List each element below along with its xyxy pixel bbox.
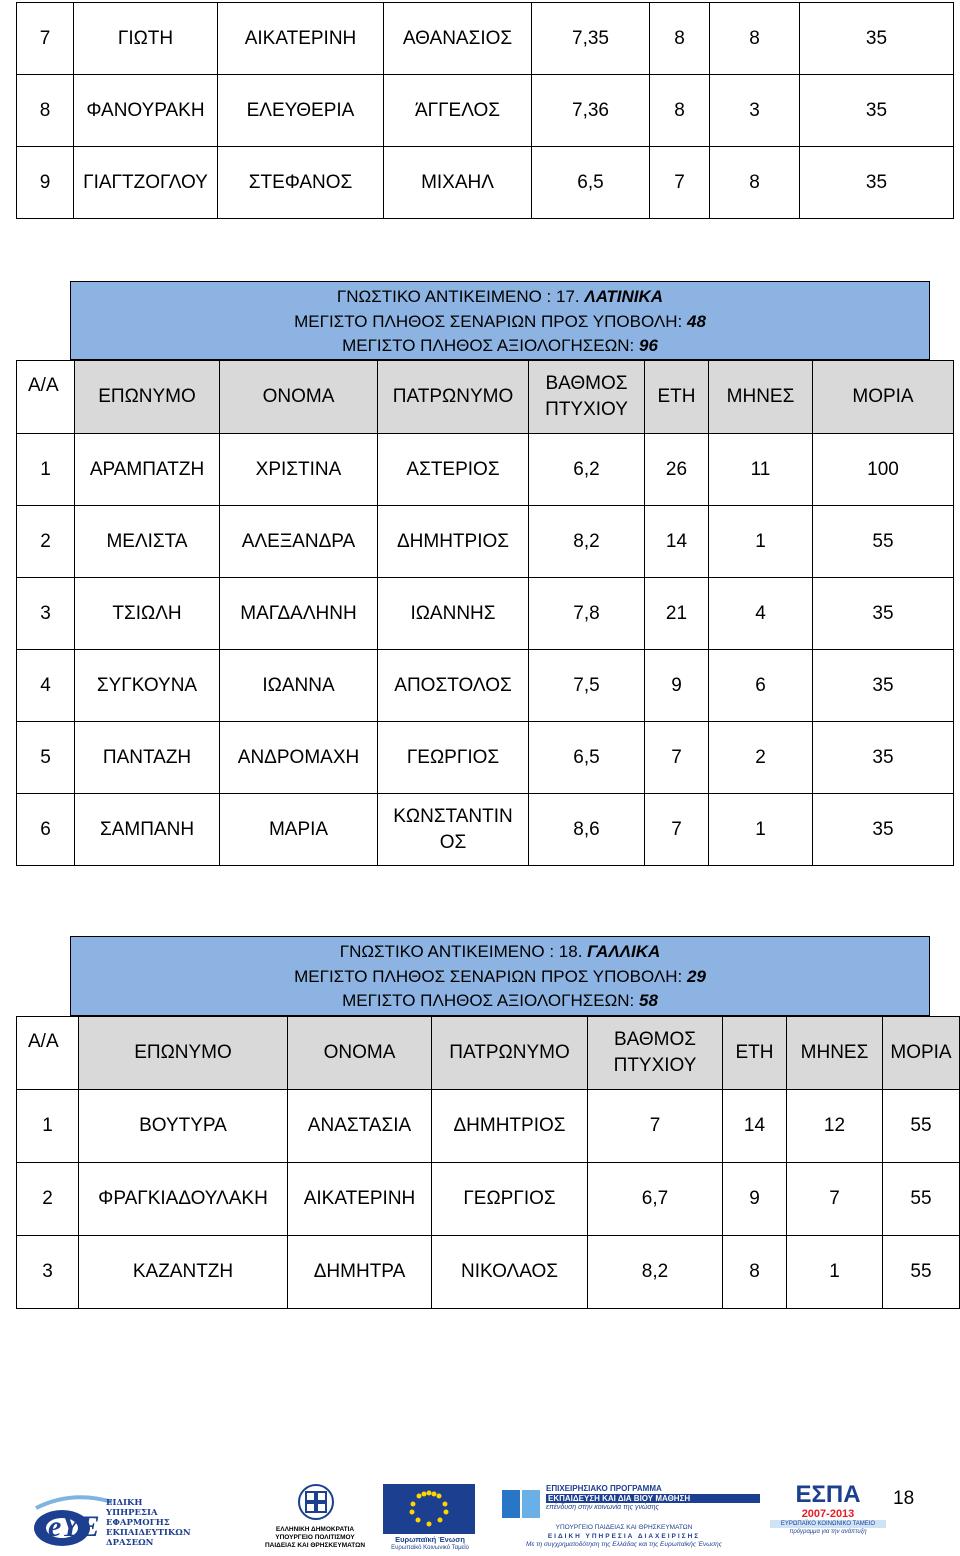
table-cell: 9 [723, 1163, 787, 1236]
table-french [16, 1016, 960, 1309]
table-cell: ΓΕΩΡΓΙΟΣ [378, 722, 529, 794]
table-cell: ΔΗΜΗΤΡΑ [288, 1236, 432, 1309]
table-row [17, 434, 954, 506]
table-cell: 7,5 [529, 650, 645, 722]
header-cell: ΠΑΤΡΩΝΥΜΟ [432, 1017, 588, 1090]
table-cell: 4 [17, 650, 75, 722]
table-cell: 35 [813, 794, 954, 866]
table-cell: ΧΡΙΣΤΙΝΑ [220, 434, 378, 506]
table-cell: 6,5 [532, 147, 650, 219]
table-cell: ΤΣΙΩΛΗ [75, 578, 220, 650]
table-cell: 3 [17, 578, 75, 650]
edu-program-text: ΕΠΙΧΕΙΡΗΣΙΑΚΟ ΠΡΟΓΡΑΜΜΑ ΕΚΠΑΙΔΕΥΣΗ ΚΑΙ ΔΙΑ ΒΙΟΥ ΜΑΘΗΣΗ επένδυση στην κοινωνία της γνώσης [546, 1484, 760, 1513]
table-cell: 1 [17, 1090, 79, 1163]
header-cell: ΜΟΡΙΑ [883, 1017, 960, 1090]
table-cell: 35 [800, 3, 954, 75]
table-cell: 3 [710, 75, 800, 147]
table-cell: ΑΠΟΣΤΟΛΟΣ [378, 650, 529, 722]
table-cell: 21 [645, 578, 709, 650]
table-cell: 3 [17, 1236, 79, 1309]
table-cell: 2 [17, 506, 75, 578]
table-cell: 8 [650, 3, 710, 75]
table-cell: 35 [800, 147, 954, 219]
table-cell: ΣΥΓΚΟΥΝΑ [75, 650, 220, 722]
table-cell: 11 [709, 434, 813, 506]
table-cell: 55 [883, 1163, 960, 1236]
edu-program-icon [500, 1484, 544, 1524]
table-cell: 7,35 [532, 3, 650, 75]
table-cell: 12 [787, 1090, 883, 1163]
table-cell: 55 [813, 506, 954, 578]
table-cell: ΜΑΓΔΑΛΗΝΗ [220, 578, 378, 650]
table-cell: 1 [709, 794, 813, 866]
eye-text: ΕΙΔΙΚΗ ΥΠΗΡΕΣΙΑ ΕΦΑΡΜΟΓΗΣ ΕΚΠΑΙΔΕΥΤΙΚΩΝ ΔΡΑΣΕΩΝ [106, 1498, 191, 1548]
table-cell: ΝΙΚΟΛΑΟΣ [432, 1236, 588, 1309]
table-cell: 7 [650, 147, 710, 219]
header-cell-aa [17, 361, 75, 434]
table-cell: ΣΤΕΦΑΝΟΣ [218, 147, 384, 219]
table-cell: ΑΝΔΡΟΜΑΧΗ [220, 722, 378, 794]
subject-banner-french: ΓΝΩΣΤΙΚΟ ΑΝΤΙΚΕΙΜΕΝΟ : 18. ΓΑΛΛΙΚΑ ΜΕΓΙΣΤΟ ΠΛΗΘΟΣ ΣΕΝΑΡΙΩΝ ΠΡΟΣ ΥΠΟΒΟΛΗ: 29 ΜΕΓΙΣΤΟ ΠΛΗΘΟΣ ΑΞΙΟΛΟΓΗΣΕΩΝ: 58 [70, 936, 930, 1016]
subject-banner-latin: ΓΝΩΣΤΙΚΟ ΑΝΤΙΚΕΙΜΕΝΟ : 17. ΛΑΤΙΝΙΚΑ ΜΕΓΙΣΤΟ ΠΛΗΘΟΣ ΣΕΝΑΡΙΩΝ ΠΡΟΣ ΥΠΟΒΟΛΗ: 48 ΜΕΓΙΣΤΟ ΠΛΗΘΟΣ ΑΞΙΟΛΟΓΗΣΕΩΝ: 96 [70, 281, 930, 360]
table-cell: ΑΙΚΑΤΕΡΙΝΗ [288, 1163, 432, 1236]
table-cell: ΓΕΩΡΓΙΟΣ [432, 1163, 588, 1236]
table-cell: 35 [800, 75, 954, 147]
table-cell: 35 [813, 578, 954, 650]
greek-emblem-icon [286, 1484, 346, 1524]
table-cell: ΒΟΥΤΥΡΑ [79, 1090, 288, 1163]
table-cell: 14 [645, 506, 709, 578]
table-cell: 7 [645, 794, 709, 866]
table-cell: ΓΙΩΤΗ [74, 3, 218, 75]
table-row [17, 722, 954, 794]
aa-label: Α/Α [28, 1031, 59, 1052]
header-row [17, 361, 954, 434]
table-cell: 2 [709, 722, 813, 794]
table-cell: ΑΙΚΑΤΕΡΙΝΗ [218, 3, 384, 75]
header-cell: ΕΠΩΝΥΜΟ [75, 361, 220, 434]
table-cell: 2 [17, 1163, 79, 1236]
table-cell: ΔΗΜΗΤΡΙΟΣ [378, 506, 529, 578]
table-cell: 6,5 [529, 722, 645, 794]
table-cell: 1 [17, 434, 75, 506]
table-cell: ΙΩΑΝΝΗΣ [378, 578, 529, 650]
table-cell: 8,2 [529, 506, 645, 578]
table-cell: 8,6 [529, 794, 645, 866]
table-cell: ΓΙΑΓΤΖΟΓΛΟΥ [74, 147, 218, 219]
table-cell: ΑΣΤΕΡΙΟΣ [378, 434, 529, 506]
table-cell: 8 [710, 147, 800, 219]
header-cell: ΜΗΝΕΣ [709, 361, 813, 434]
table-cell: ΑΡΑΜΠΑΤΖΗ [75, 434, 220, 506]
header-cell: ΕΤΗ [723, 1017, 787, 1090]
table-cell: ΚΩΝΣΤΑΝΤΙΝ ΟΣ [378, 794, 529, 866]
table-cell: ΕΛΕΥΘΕΡΙΑ [218, 75, 384, 147]
svg-text:eYE: eYE [48, 1510, 100, 1543]
table-cell: 8 [17, 75, 74, 147]
table-cell: 35 [813, 650, 954, 722]
header-cell: ΒΑΘΜΟΣ ΠΤΥΧΙΟΥ [529, 361, 645, 434]
table-cell: 7 [588, 1090, 723, 1163]
table-cell: 6 [17, 794, 75, 866]
table-row [17, 75, 954, 147]
table-cell: ΜΕΛΙΣΤΑ [75, 506, 220, 578]
table-row [17, 794, 954, 866]
table-cell: 6,2 [529, 434, 645, 506]
table-cell: 1 [787, 1236, 883, 1309]
table-row [17, 578, 954, 650]
table-cell: ΠΑΝΤΑΖΗ [75, 722, 220, 794]
table-cell: 14 [723, 1090, 787, 1163]
table-cell: 1 [709, 506, 813, 578]
table-cell: 8 [710, 3, 800, 75]
table-cell: ΣΑΜΠΑΝΗ [75, 794, 220, 866]
table-cell: 26 [645, 434, 709, 506]
table-cell: ΦΡΑΓΚΙΑΔΟΥΛΑΚΗ [79, 1163, 288, 1236]
table-cell: ΑΛΕΞΑΝΔΡΑ [220, 506, 378, 578]
table-cell: 8,2 [588, 1236, 723, 1309]
table-cell: 7,36 [532, 75, 650, 147]
table-cell: ΚΑΖΑΝΤΖΗ [79, 1236, 288, 1309]
espa-logo: ΕΣΠΑ 2007-2013 ΕΥΡΩΠΑΪΚΟ ΚΟΙΝΩΝΙΚΟ ΤΑΜΕΙΟ πρόγραμμα για την ανάπτυξη [770, 1482, 886, 1536]
table-latin [16, 360, 954, 866]
table-cell: 55 [883, 1090, 960, 1163]
table-cell: 4 [709, 578, 813, 650]
table-cell: ΜΙΧΑΗΛ [384, 147, 532, 219]
header-cell: ΕΠΩΝΥΜΟ [79, 1017, 288, 1090]
table-cell: 6,7 [588, 1163, 723, 1236]
table-cell: 9 [17, 147, 74, 219]
header-cell: ΟΝΟΜΑ [288, 1017, 432, 1090]
header-cell: ΟΝΟΜΑ [220, 361, 378, 434]
table-cell: 7,8 [529, 578, 645, 650]
table-cell: 9 [645, 650, 709, 722]
header-cell: ΕΤΗ [645, 361, 709, 434]
header-cell: ΜΗΝΕΣ [787, 1017, 883, 1090]
table-cell: ΑΘΑΝΑΣΙΟΣ [384, 3, 532, 75]
table-row [17, 3, 954, 75]
table-cell: 35 [813, 722, 954, 794]
header-cell: ΜΟΡΙΑ [813, 361, 954, 434]
greek-rep-text: ΕΛΛΗΝΙΚΗ ΔΗΜΟΚΡΑΤΙΑ ΥΠΟΥΡΓΕΙΟ ΠΟΛΙΤΙΣΜΟΥ ΠΑΙΔΕΙΑΣ ΚΑΙ ΘΡΗΣΚΕΥΜΑΤΩΝ [264, 1526, 366, 1549]
table-cell: 55 [883, 1236, 960, 1309]
table-row [17, 1236, 960, 1309]
table-cell: ΔΗΜΗΤΡΙΟΣ [432, 1090, 588, 1163]
table-cell: 100 [813, 434, 954, 506]
table-cell: 7 [787, 1163, 883, 1236]
header-row [17, 1017, 960, 1090]
table-cell: ΑΝΑΣΤΑΣΙΑ [288, 1090, 432, 1163]
table-cell: ΜΑΡΙΑ [220, 794, 378, 866]
table-cell: 5 [17, 722, 75, 794]
table-cell: 8 [723, 1236, 787, 1309]
table-cell: ΦΑΝΟΥΡΑΚΗ [74, 75, 218, 147]
table-row [17, 1090, 960, 1163]
table-row [17, 650, 954, 722]
edu-program-subtext: ΥΠΟΥΡΓΕΙΟ ΠΑΙΔΕΙΑΣ ΚΑΙ ΘΡΗΣΚΕΥΜΑΤΩΝ ΕΙΔΙΚΗ ΥΠΗΡΕΣΙΑ ΔΙΑΧΕΙΡΙΣΗΣ Με τη συγχρηματοδότηση της Ελλάδας και της Ευρωπαϊκής Ένωσης [526, 1524, 722, 1548]
table-cell: ΙΩΑΝΝΑ [220, 650, 378, 722]
table-continued [16, 2, 954, 219]
table-row [17, 147, 954, 219]
table-cell: 7 [645, 722, 709, 794]
table-cell: ΆΓΓΕΛΟΣ [384, 75, 532, 147]
table-row [17, 506, 954, 578]
aa-label: Α/Α [28, 375, 59, 396]
table-cell: 6 [709, 650, 813, 722]
footer [0, 1478, 960, 1556]
header-cell: ΒΑΘΜΟΣ ΠΤΥΧΙΟΥ [588, 1017, 723, 1090]
table-row [17, 1163, 960, 1236]
eu-text: Ευρωπαϊκή Ένωση Ευρωπαϊκό Κοινωνικό Ταμείο [391, 1535, 469, 1551]
header-cell-aa [17, 1017, 79, 1090]
page-number: 18 [893, 1488, 915, 1509]
table-cell: 7 [17, 3, 74, 75]
header-cell: ΠΑΤΡΩΝΥΜΟ [378, 361, 529, 434]
eu-flag-icon [383, 1484, 475, 1534]
table-cell: 8 [650, 75, 710, 147]
